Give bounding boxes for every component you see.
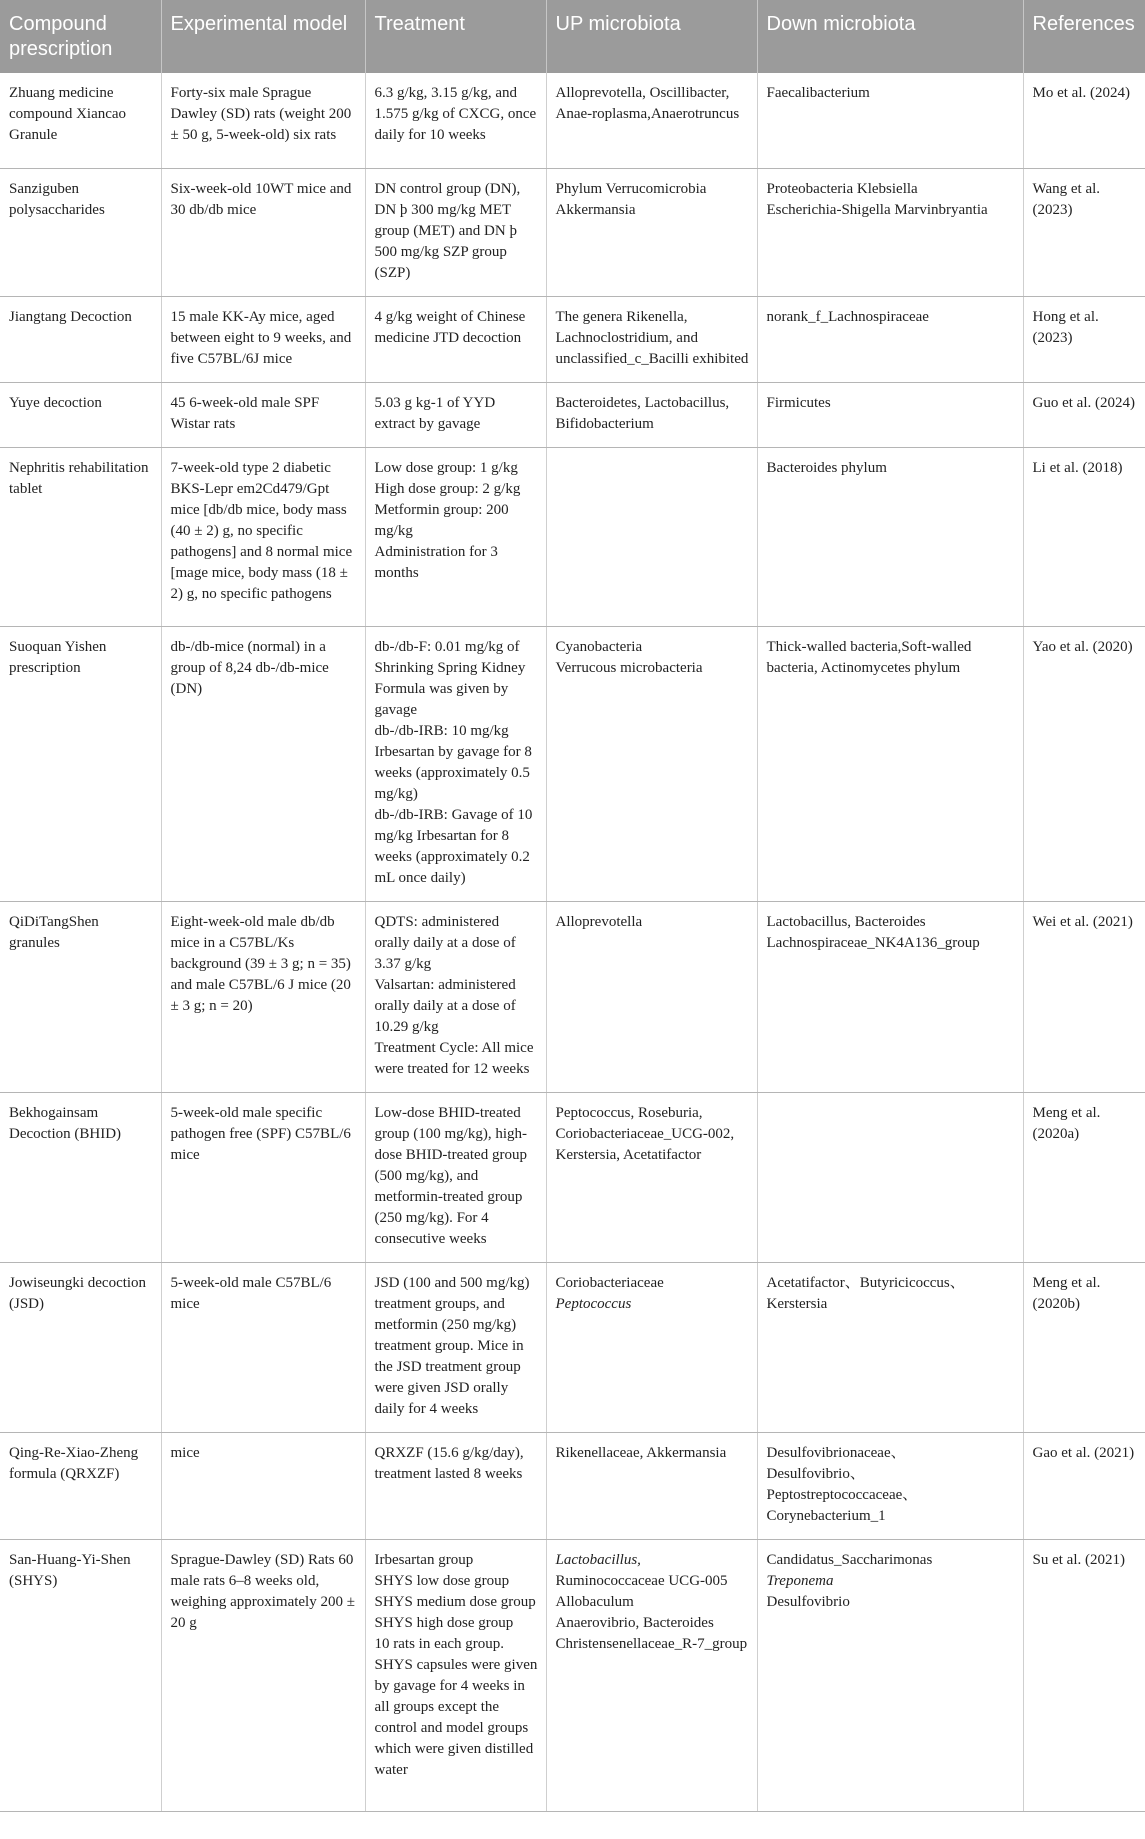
cell-line: QRXZF (15.6 g/kg/day), treatment lasted 8 weeks — [374, 1444, 524, 1482]
cell-line: JSD (100 and 500 mg/kg) treatment groups, and metformin (250 mg/kg) treatment group. Mice in the JSD treatment group were given JSD orally daily for 4 weeks — [374, 1274, 530, 1417]
cell-prescription: Nephritis rehabilitation tablet — [0, 447, 161, 626]
cell-down-microbiota — [757, 447, 1023, 626]
cell-line: Administration for 3 months — [374, 543, 498, 581]
cell-treatment — [365, 447, 546, 626]
cell-line: Lachnospiraceae_NK4A136_group — [766, 934, 980, 951]
cell-line: Desulfovibrio — [766, 1593, 850, 1610]
table-row — [0, 447, 1145, 626]
cell-line: The genera Rikenella, Lachnoclostridium, and unclassified_c_Bacilli exhibited — [555, 308, 749, 367]
cell-line: 10 rats in each group. SHYS capsules were given by gavage for 4 weeks in all groups except the control and model groups which were given distilled water — [374, 1635, 538, 1778]
cell-reference: Meng et al. (2020b) — [1023, 1262, 1145, 1432]
cell-up-microbiota — [546, 296, 757, 382]
cell-experimental-model: 5-week-old male C57BL/6 mice — [161, 1262, 365, 1432]
cell-line: Low-dose BHID-treated group (100 mg/kg), high-dose BHID-treated group (500 mg/kg), and metformin-treated group (250 mg/kg). For 4 consecutive weeks — [374, 1104, 527, 1247]
cell-reference: Meng et al. (2020a) — [1023, 1092, 1145, 1262]
cell-prescription: Zhuang medicine compound Xiancao Granule — [0, 73, 161, 168]
cell-up-microbiota — [546, 1092, 757, 1262]
cell-line: Cyanobacteria — [555, 638, 643, 655]
cell-prescription: Bekhogainsam Decoction (BHID) — [0, 1092, 161, 1262]
table-row — [0, 168, 1145, 296]
cell-prescription: Suoquan Yishen prescription — [0, 626, 161, 901]
cell-down-microbiota — [757, 1539, 1023, 1811]
cell-line: Anaerovibrio, Bacteroides — [555, 1614, 714, 1631]
cell-up-microbiota — [546, 73, 757, 168]
table-row — [0, 1539, 1145, 1811]
cell-down-microbiota — [757, 1432, 1023, 1539]
table-row — [0, 382, 1145, 447]
cell-reference: Gao et al. (2021) — [1023, 1432, 1145, 1539]
cell-down-microbiota — [757, 1092, 1023, 1262]
table-row — [0, 901, 1145, 1092]
cell-treatment — [365, 901, 546, 1092]
cell-experimental-model: 45 6-week-old male SPF Wistar rats — [161, 382, 365, 447]
cell-line: Valsartan: administered orally daily at a dose of 10.29 g/kg — [374, 976, 516, 1035]
cell-reference: Wei et al. (2021) — [1023, 901, 1145, 1092]
cell-line: Treatment Cycle: All mice were treated for 12 weeks — [374, 1039, 534, 1077]
cell-up-microbiota — [546, 1262, 757, 1432]
cell-line: Irbesartan group — [374, 1551, 474, 1568]
cell-up-microbiota — [546, 901, 757, 1092]
cell-down-microbiota — [757, 901, 1023, 1092]
cell-line: Treponema — [766, 1572, 834, 1589]
cell-line: DN control group (DN), DN þ 300 mg/kg MET group (MET) and DN þ 500 mg/kg SZP group (SZP) — [374, 180, 521, 281]
cell-down-microbiota — [757, 382, 1023, 447]
cell-line: Faecalibacterium — [766, 85, 870, 101]
cell-treatment — [365, 1539, 546, 1811]
cell-line: Alloprevotella, Oscillibacter, Anae-roplasma,Anaerotruncus — [555, 85, 740, 122]
cell-line: Lactobacillus, Bacteroides — [766, 913, 926, 930]
cell-line: SHYS medium dose group — [374, 1593, 536, 1610]
cell-line: Low dose group: 1 g/kg — [374, 459, 518, 476]
cell-line: Alloprevotella — [555, 913, 643, 930]
cell-line: Peptostreptococcaceae、 — [766, 1486, 918, 1503]
cell-line: Peptococcus, Roseburia, Coriobacteriaceae_UCG-002, Kerstersia, Acetatifactor — [555, 1104, 735, 1163]
cell-up-microbiota — [546, 1539, 757, 1811]
cell-line: Candidatus_Saccharimonas — [766, 1551, 933, 1568]
cell-experimental-model: db-/db-mice (normal) in a group of 8,24 db-/db-mice (DN) — [161, 626, 365, 901]
cell-line: Corynebacterium_1 — [766, 1507, 886, 1524]
header-references: References — [1023, 0, 1145, 73]
table-row — [0, 73, 1145, 168]
cell-reference: Yao et al. (2020) — [1023, 626, 1145, 901]
cell-line: Phylum Verrucomicrobia — [555, 180, 707, 197]
cell-prescription: Jowiseungki decoction (JSD) — [0, 1262, 161, 1432]
cell-down-microbiota — [757, 626, 1023, 901]
header-row — [0, 0, 1145, 73]
cell-down-microbiota — [757, 168, 1023, 296]
cell-treatment — [365, 168, 546, 296]
cell-line: High dose group: 2 g/kg — [374, 480, 521, 497]
cell-up-microbiota — [546, 382, 757, 447]
cell-up-microbiota — [546, 447, 757, 626]
cell-prescription: Qing-Re-Xiao-Zheng formula (QRXZF) — [0, 1432, 161, 1539]
cell-line: SHYS low dose group — [374, 1572, 510, 1589]
cell-line: Desulfovibrio、 — [766, 1465, 865, 1482]
cell-line: Allobaculum — [555, 1593, 634, 1610]
cell-experimental-model: 15 male KK-Ay mice, aged between eight to 9 weeks, and five C57BL/6J mice — [161, 296, 365, 382]
cell-line: Bacteroides phylum — [766, 459, 887, 476]
cell-line: QDTS: administered orally daily at a dose of 3.37 g/kg — [374, 913, 516, 972]
cell-line: 5.03 g kg-1 of YYD extract by gavage — [374, 394, 496, 432]
cell-reference: Su et al. (2021) — [1023, 1539, 1145, 1811]
cell-line: norank_f_Lachnospiraceae — [766, 308, 929, 325]
cell-prescription: San-Huang-Yi-Shen (SHYS) — [0, 1539, 161, 1811]
cell-down-microbiota — [757, 1262, 1023, 1432]
cell-line: Lactobacillus, — [555, 1551, 641, 1568]
header-experimental-model: Experimental model — [161, 0, 365, 73]
cell-treatment — [365, 296, 546, 382]
cell-treatment — [365, 1432, 546, 1539]
cell-reference: Mo et al. (2024) — [1023, 73, 1145, 168]
cell-reference: Hong et al. (2023) — [1023, 296, 1145, 382]
cell-line: 4 g/kg weight of Chinese medicine JTD decoction — [374, 308, 526, 346]
table-row — [0, 1432, 1145, 1539]
cell-line: db-/db-IRB: 10 mg/kg Irbesartan by gavage for 8 weeks (approximately 0.5 mg/kg) — [374, 722, 532, 802]
cell-experimental-model: Forty-six male Sprague Dawley (SD) rats (weight 200 ± 50 g, 5-week-old) six rats — [161, 73, 365, 168]
cell-line: Akkermansia — [555, 201, 636, 218]
header-up-microbiota: UP microbiota — [546, 0, 757, 73]
cell-experimental-model: 7-week-old type 2 diabetic BKS-Lepr em2Cd479/Gpt mice [db/db mice, body mass (40 ± 2) g, no specific pathogens] and 8 normal mice [mage mice, body mass (18 ± 2) g, no specific pathogens — [161, 447, 365, 626]
cell-prescription: Sanziguben polysaccharides — [0, 168, 161, 296]
cell-treatment — [365, 382, 546, 447]
cell-prescription: Yuye decoction — [0, 382, 161, 447]
cell-line: Bacteroidetes, Lactobacillus, Bifidobacterium — [555, 394, 730, 432]
cell-line: Thick-walled bacteria,Soft-walled bacteria, Actinomycetes phylum — [766, 638, 972, 676]
cell-line: Rikenellaceae, Akkermansia — [555, 1444, 727, 1461]
cell-line: Coriobacteriaceae — [555, 1274, 664, 1291]
table-row — [0, 626, 1145, 901]
cell-up-microbiota — [546, 168, 757, 296]
cell-reference: Li et al. (2018) — [1023, 447, 1145, 626]
table-row — [0, 296, 1145, 382]
cell-line: Peptococcus — [555, 1295, 632, 1312]
cell-prescription: QiDiTangShen granules — [0, 901, 161, 1092]
cell-reference: Wang et al. (2023) — [1023, 168, 1145, 296]
cell-line: db-/db-F: 0.01 mg/kg of Shrinking Spring Kidney Formula was given by gavage — [374, 638, 526, 718]
cell-line: Proteobacteria Klebsiella — [766, 180, 918, 197]
cell-line: SHYS high dose group — [374, 1614, 514, 1631]
cell-treatment — [365, 1262, 546, 1432]
cell-line: 6.3 g/kg, 3.15 g/kg, and 1.575 g/kg of CXCG, once daily for 10 weeks — [374, 85, 537, 143]
header-down-microbiota: Down microbiota — [757, 0, 1023, 73]
table-body — [0, 73, 1145, 1811]
cell-experimental-model: Eight-week-old male db/db mice in a C57BL/Ks background (39 ± 3 g; n = 35) and male C57BL/6 J mice (20 ± 3 g; n = 20) — [161, 901, 365, 1092]
cell-treatment — [365, 1092, 546, 1262]
cell-experimental-model: 5-week-old male specific pathogen free (SPF) C57BL/6 mice — [161, 1092, 365, 1262]
cell-line: Metformin group: 200 mg/kg — [374, 501, 509, 539]
cell-up-microbiota — [546, 626, 757, 901]
cell-line: Ruminococcaceae UCG-005 — [555, 1572, 728, 1589]
cell-experimental-model: mice — [161, 1432, 365, 1539]
cell-up-microbiota — [546, 1432, 757, 1539]
cell-prescription: Jiangtang Decoction — [0, 296, 161, 382]
cell-experimental-model: Sprague-Dawley (SD) Rats 60 male rats 6–8 weeks old, weighing approximately 200 ± 20 g — [161, 1539, 365, 1811]
header-treatment: Treatment — [365, 0, 546, 73]
cell-reference: Guo et al. (2024) — [1023, 382, 1145, 447]
cell-line: Acetatifactor、Butyricicoccus、Kerstersia — [766, 1274, 965, 1312]
cell-line: Firmicutes — [766, 394, 831, 411]
cell-down-microbiota — [757, 73, 1023, 168]
cell-line: Christensenellaceae_R-7_group — [555, 1635, 748, 1652]
cell-line: Escherichia-Shigella Marvinbryantia — [766, 201, 988, 218]
cell-line: Verrucous microbacteria — [555, 659, 703, 676]
cell-line: db-/db-IRB: Gavage of 10 mg/kg Irbesartan for 8 weeks (approximately 0.2 mL once daily) — [374, 806, 533, 886]
cell-treatment — [365, 626, 546, 901]
cell-line: Desulfovibrionaceae、 — [766, 1444, 906, 1461]
cell-experimental-model: Six-week-old 10WT mice and 30 db/db mice — [161, 168, 365, 296]
header-compound-prescription: Compound prescription — [0, 0, 161, 73]
cell-treatment — [365, 73, 546, 168]
table-row — [0, 1092, 1145, 1262]
table-row — [0, 1262, 1145, 1432]
cell-down-microbiota — [757, 296, 1023, 382]
